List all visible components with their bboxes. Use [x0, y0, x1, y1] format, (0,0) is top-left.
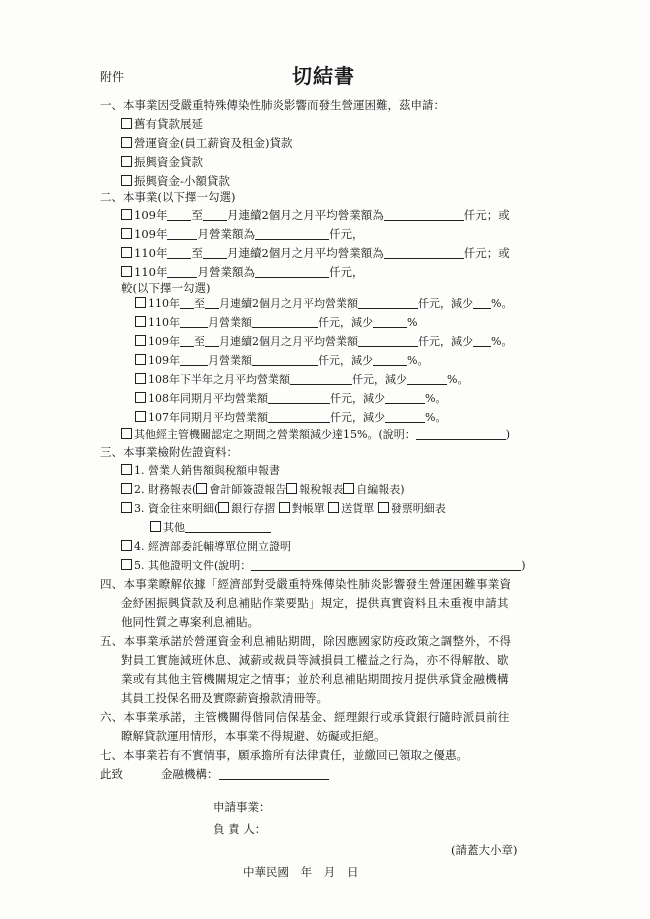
s2-other[interactable]: 其他經主管機關認定之期間之營業額減少達15%。(說明： ) [121, 428, 510, 442]
blank-field[interactable] [358, 297, 418, 309]
blank-field[interactable] [167, 247, 191, 259]
blank-field[interactable] [180, 335, 194, 347]
s2-row-4[interactable]: 110年 月營業額為 仟元， [121, 265, 363, 279]
s2-row-2[interactable]: 109年 月營業額為 仟元， [121, 227, 363, 241]
checkbox[interactable] [135, 373, 146, 384]
blank-field[interactable] [407, 373, 447, 385]
bank-field[interactable]: 金融機構： [161, 767, 329, 781]
checkbox[interactable] [121, 502, 132, 513]
s2-compare-4[interactable]: 109年 月營業額 仟元，減少 %。 [135, 354, 428, 368]
section4-line: 四、本事業瞭解依據「經濟部對受嚴重特殊傳染性肺炎影響發生營運困難事業資 [100, 577, 512, 591]
checkbox[interactable] [279, 502, 290, 513]
checkbox[interactable] [121, 540, 132, 551]
s2-row-3[interactable]: 110年 至 月連續2個月之月平均營業額為 仟元；或 [121, 246, 510, 260]
blank-field[interactable] [268, 392, 330, 404]
blank-field[interactable] [373, 316, 407, 328]
closing-to: 此致 [100, 767, 123, 781]
blank-field[interactable] [255, 228, 329, 240]
blank-field[interactable] [167, 228, 197, 240]
checkbox[interactable] [218, 502, 229, 513]
s1-option-1[interactable]: 舊有貸款展延 [121, 117, 203, 131]
blank-field[interactable] [255, 266, 329, 278]
s2-compare-3[interactable]: 109年 至 月連續2個月之月平均營業額 仟元，減少 %。 [135, 335, 512, 349]
checkbox[interactable] [121, 175, 132, 186]
checkbox[interactable] [135, 354, 146, 365]
blank-field[interactable] [167, 209, 191, 221]
date-line: 中華民國 年 月 日 [243, 865, 359, 879]
blank-field[interactable] [384, 247, 464, 259]
checkbox[interactable] [121, 137, 132, 148]
blank-field[interactable] [473, 335, 491, 347]
section4-line: 他同性質之專案利息補貼。 [121, 615, 259, 629]
blank-field[interactable] [268, 411, 330, 423]
blank-field[interactable] [219, 768, 329, 780]
blank-field[interactable] [385, 392, 425, 404]
blank-field[interactable] [251, 559, 521, 571]
section5-line: 對員工實施減班休息、減薪或裁員等減損員工權益之行為，亦不得解散、歇 [121, 653, 509, 667]
blank-field[interactable] [252, 354, 318, 366]
section7-line: 七、本事業若有不實情事，願承擔所有法律責任，並繳回已領取之優惠。 [100, 748, 468, 762]
checkbox[interactable] [378, 502, 389, 513]
s1-option-4[interactable]: 振興資金-小額貸款 [121, 174, 230, 188]
checkbox[interactable] [121, 559, 132, 570]
blank-field[interactable] [373, 354, 407, 366]
blank-field[interactable] [205, 297, 219, 309]
section5-line: 其員工投保名冊及實際薪資撥款清冊等。 [121, 691, 328, 705]
s2-compare-1[interactable]: 110年 至 月連續2個月之月平均營業額 仟元，減少 %。 [135, 297, 512, 311]
blank-field[interactable] [180, 297, 194, 309]
section4-line: 金紓困振興貸款及利息補貼作業要點」規定，提供真實資料且未重複申請其 [121, 596, 509, 610]
checkbox[interactable] [121, 118, 132, 129]
compare-label: 較(以下擇一勾選) [121, 281, 211, 295]
seal-note: (請蓋大小章) [451, 843, 518, 857]
blank-field[interactable] [290, 373, 352, 385]
s3-item-3[interactable]: 3. 資金往來明細( 銀行存摺 對帳單 送貨單 發票明細表 [121, 502, 446, 516]
s3-item-4[interactable]: 4. 經濟部委託輔導單位開立證明 [121, 540, 291, 554]
checkbox[interactable] [135, 297, 146, 308]
checkbox[interactable] [135, 411, 146, 422]
applicant-label: 申請事業： [213, 800, 271, 814]
document-title: 切結書 [292, 64, 355, 88]
s2-compare-6[interactable]: 108年同期月平均營業額 仟元，減少 %。 [135, 392, 446, 406]
checkbox[interactable] [121, 428, 132, 439]
checkbox[interactable] [135, 316, 146, 327]
blank-field[interactable] [252, 316, 318, 328]
blank-field[interactable] [416, 428, 506, 440]
blank-field[interactable] [473, 297, 491, 309]
owner-label: 負 責 人： [213, 822, 267, 836]
checkbox[interactable] [135, 392, 146, 403]
checkbox[interactable] [196, 483, 207, 494]
blank-field[interactable] [385, 411, 425, 423]
s2-compare-5[interactable]: 108年下半年之月平均營業額 仟元，減少 %。 [135, 373, 468, 387]
s1-option-2[interactable]: 營運資金(員工薪資及租金)貸款 [121, 136, 292, 150]
s2-compare-7[interactable]: 107年同期月平均營業額 仟元，減少 %。 [135, 411, 446, 425]
blank-field[interactable] [167, 266, 197, 278]
section6-line: 六、本事業承諾，主管機關得偕同信保基金、經理銀行或承貸銀行隨時派員前往 [100, 710, 510, 724]
blank-field[interactable] [203, 209, 227, 221]
section3-heading: 三、本事業檢附佐證資料： [100, 445, 238, 459]
blank-field[interactable] [180, 354, 208, 366]
blank-field[interactable] [205, 335, 219, 347]
annex-label: 附件 [100, 70, 125, 84]
s2-row-1[interactable]: 109年 至 月連續2個月之月平均營業額為 仟元；或 [121, 208, 510, 222]
section5-line: 五、本事業承諾於營運資金利息補貼期間，除因應國家防疫政策之調整外，不得 [100, 634, 512, 648]
section1-heading: 一、本事業因受嚴重特殊傳染性肺炎影響而發生營運困難，茲申請： [100, 98, 445, 112]
checkbox[interactable] [150, 521, 161, 532]
blank-field[interactable] [185, 521, 271, 533]
s2-compare-2[interactable]: 110年 月營業額 仟元，減少 % [135, 316, 417, 330]
blank-field[interactable] [384, 209, 464, 221]
s3-item-2[interactable]: 2. 財務報表( 會計師簽證報告 報稅報表 自編報表) [121, 483, 405, 497]
section6-line: 瞭解貸款運用情形，本事業不得規避、妨礙或拒絕。 [121, 729, 386, 743]
s3-item-5[interactable]: 5. 其他證明文件(說明： ) [121, 559, 526, 573]
s1-option-3[interactable]: 振興資金貸款 [121, 155, 203, 169]
s3-item-3-other[interactable]: 其他 [150, 521, 271, 535]
checkbox[interactable] [343, 483, 354, 494]
blank-field[interactable] [203, 247, 227, 259]
checkbox[interactable] [121, 483, 132, 494]
s3-item-1[interactable]: 1. 營業人銷售額與稅額申報書 [121, 464, 280, 478]
checkbox[interactable] [135, 335, 146, 346]
checkbox[interactable] [286, 483, 297, 494]
checkbox[interactable] [121, 228, 132, 239]
checkbox[interactable] [328, 502, 339, 513]
section2-heading: 二、本事業(以下擇一勾選) [100, 190, 236, 204]
checkbox[interactable] [121, 247, 132, 258]
blank-field[interactable] [180, 316, 208, 328]
checkbox[interactable] [121, 209, 132, 220]
checkbox[interactable] [121, 464, 132, 475]
checkbox[interactable] [121, 156, 132, 167]
blank-field[interactable] [358, 335, 418, 347]
checkbox[interactable] [121, 266, 132, 277]
section5-line: 業或有其他主管機關規定之情事；並於利息補貼期間按月提供承貸金融機構 [121, 672, 509, 686]
